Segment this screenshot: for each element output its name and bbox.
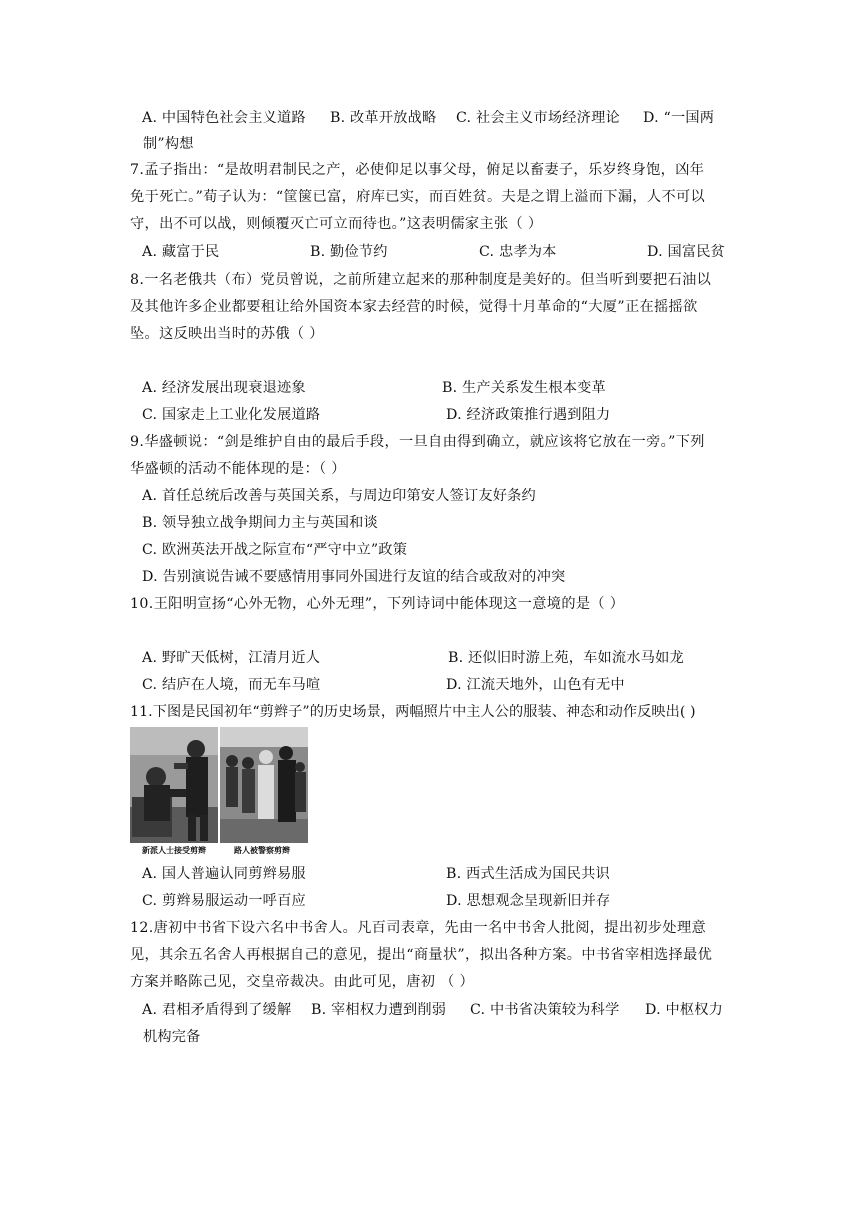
q8-option-b: B. 生产关系发生根本变革 — [442, 380, 606, 396]
q12-stem-line-1: 12.唐初中书省下设六名中书舍人。凡百司表章，先由一名中书舍人批阅，提出初步处理意 — [130, 920, 707, 936]
q8-stem-line-2: 及其他许多企业都要租让给外国资本家去经营的时候，觉得十月革命的“大厦”正在摇摇欲 — [130, 299, 698, 315]
q7-option-b: B. 勤俭节约 — [310, 244, 388, 260]
q9-option-c: C. 欧洲英法开战之际宣布“严守中立”政策 — [142, 542, 408, 558]
q8-option-a: A. 经济发展出现衰退迹象 — [142, 380, 306, 396]
photo-caption-left: 新派人士接受剪辫 — [142, 845, 206, 855]
q9-option-a: A. 首任总统后改善与英国关系，与周边印第安人签订友好条约 — [142, 488, 536, 504]
q11-option-d: D. 思想观念呈现新旧并存 — [446, 893, 611, 909]
q8-option-c: C. 国家走上工业化发展道路 — [142, 407, 321, 423]
q7-stem-line-1: 7.孟子指出：“是故明君制民之产，必使仰足以事父母，俯足以畜妻子，乐岁终身饱，凶年 — [130, 162, 705, 178]
q9-option-d: D. 告别演说告诫不要感情用事同外国进行友谊的结合或敌对的冲突 — [142, 569, 566, 585]
q11-option-a: A. 国人普遍认同剪辫易服 — [142, 866, 306, 882]
q6-option-a: A. 中国特色社会主义道路 — [142, 110, 306, 126]
q12-option-b: B. 宰相权力遭到削弱 — [311, 1002, 447, 1018]
q7-stem-line-3: 守，出不可以战，则倾覆灭亡可立而待也。”这表明儒家主张（ ） — [130, 216, 543, 232]
q7-option-d: D. 国富民贫 — [647, 244, 726, 260]
q11-stem-line-1: 11.下图是民国初年“剪辫子”的历史场景，两幅照片中主人公的服装、神态和动作反映出( ) — [130, 704, 696, 720]
q10-option-a: A. 野旷天低树，江清月近人 — [142, 650, 321, 666]
q12-option-d-wrap: 机构完备 — [143, 1029, 201, 1045]
q6-option-c: C. 社会主义市场经济理论 — [456, 110, 620, 126]
q10-option-c: C. 结庐在人境，而无车马喧 — [142, 677, 321, 693]
haircut-photographs — [130, 727, 308, 857]
q6-option-d: D. “一国两 — [643, 110, 715, 126]
q9-stem-line-1: 9.华盛顿说：“剑是维护自由的最后手段，一旦自由得到确立，就应该将它放在一旁。”下列 — [130, 434, 705, 450]
q8-option-d: D. 经济政策推行遇到阻力 — [446, 407, 611, 423]
q8-stem-line-3: 坠。这反映出当时的苏俄（ ） — [130, 326, 324, 342]
q12-option-c: C. 中书省决策较为科学 — [470, 1002, 620, 1018]
q9-option-b: B. 领导独立战争期间力主与英国和谈 — [142, 515, 378, 531]
q7-stem-line-2: 免于死亡。”荀子认为：“筐箧已富，府库已实，而百姓贫。夫是之谓上溢而下漏，人不可以 — [130, 189, 706, 205]
q6-option-d-wrap: 制”构想 — [143, 136, 194, 152]
q12-stem-line-3: 方案并略陈己见，交皇帝裁决。由此可见，唐初 （ ） — [130, 974, 475, 990]
q7-option-c: C. 忠孝为本 — [479, 244, 557, 260]
q10-option-d: D. 江流天地外，山色有无中 — [446, 677, 625, 693]
q7-option-a: A. 藏富于民 — [142, 244, 220, 260]
photo-forced-haircut — [220, 727, 308, 843]
q12-option-a: A. 君相矛盾得到了缓解 — [142, 1002, 292, 1018]
q11-option-b: B. 西式生活成为国民共识 — [446, 866, 610, 882]
q8-stem-line-1: 8.一名老俄共（布）党员曾说，之前所建立起来的那种制度是美好的。但当听到要把石油以 — [130, 272, 712, 288]
q11-option-c: C. 剪辫易服运动一呼百应 — [142, 893, 306, 909]
q9-stem-line-2: 华盛顿的活动不能体现的是：（ ） — [130, 461, 346, 477]
photo-caption-right: 路人被警察剪辫 — [234, 845, 290, 855]
q10-option-b: B. 还似旧时游上苑，车如流水马如龙 — [448, 650, 684, 666]
q12-option-d: D. 中枢权力 — [645, 1002, 724, 1018]
photo-voluntary-haircut — [130, 727, 218, 843]
q12-stem-line-2: 见，其余五名舍人再根据自己的意见，提出“商量状”，拟出各种方案。中书省宰相选择最优 — [130, 947, 713, 963]
q6-option-b: B. 改革开放战略 — [330, 110, 437, 126]
q10-stem-line-1: 10.王阳明宣扬“心外无物，心外无理”，下列诗词中能体现这一意境的是（ ） — [130, 596, 625, 612]
